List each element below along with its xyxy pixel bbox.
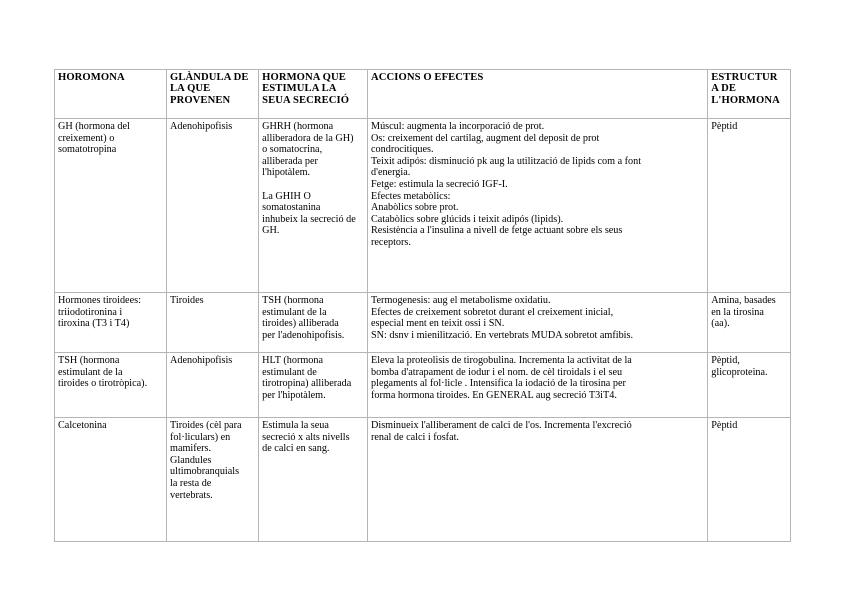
- cell-text-line: secreció x alts nivells: [262, 431, 350, 443]
- cell-text-line: Múscul: augmenta la incorporació de prot.: [371, 121, 545, 132]
- header-stimulus: [259, 70, 368, 119]
- cell-text-line: inhubeix la secreció de: [262, 213, 356, 225]
- cell-text-line: Termogenesis: aug el metabolisme oxidatiu.: [371, 295, 551, 306]
- cell-gland: [167, 293, 259, 353]
- cell-text-line: condrocitiques.: [371, 144, 434, 156]
- cell-text-line: GLÀNDULA DE: [170, 72, 249, 83]
- cell-text-line: HLT (hormona: [262, 355, 323, 366]
- cell-stimulus: [259, 293, 368, 353]
- cell-text-line: tirotropina) alliberada: [262, 378, 352, 390]
- cell-text-line: Adenohipofisis: [170, 355, 233, 366]
- cell-text-line: de calci en sang.: [262, 443, 330, 455]
- cell-structure: [708, 418, 791, 542]
- table-row: [55, 119, 791, 293]
- cell-text-line: Anabòlics sobre prot.: [371, 202, 459, 214]
- cell-text-line: somatotropina: [58, 144, 117, 156]
- cell-effects: [368, 293, 708, 353]
- cell-text-line: Tiroides (cèl para: [170, 420, 242, 431]
- blank-line: [262, 179, 364, 191]
- cell-effects: [368, 353, 708, 418]
- cell-text-line: Os: creixement del cartilag, augment del deposit de prot: [371, 132, 600, 144]
- cell-text-line: alliberada per: [262, 155, 318, 167]
- cell-text-line: bomba d'atrapament de iodur i el nom. de cèl tiroidals i el seu: [371, 366, 623, 378]
- cell-text-line: L'HORMONA: [711, 94, 780, 106]
- cell-text-line: estimulant de la: [262, 306, 327, 318]
- cell-text-line: per l'hipotàlem.: [262, 389, 326, 401]
- cell-effects: [368, 418, 708, 542]
- table-row: [55, 293, 791, 353]
- cell-text-line: especial ment en teixit ossi i SN.: [371, 318, 505, 330]
- cell-text-line: triiodotironina i: [58, 306, 123, 318]
- header-hormone: [55, 70, 167, 119]
- cell-text-line: HOROMONA: [58, 72, 125, 83]
- cell-text-line: la resta de: [170, 477, 212, 489]
- cell-text-line: SEUA SECRECIÓ: [262, 94, 350, 106]
- cell-text-line: estimulant de la: [58, 366, 123, 378]
- cell-text-line: mamifers.: [170, 443, 212, 455]
- header-effects: [368, 70, 708, 119]
- cell-structure: [708, 353, 791, 418]
- table-row: [55, 418, 791, 542]
- cell-text-line: estimulant de: [262, 366, 317, 378]
- cell-text-line: LA QUE: [170, 83, 211, 95]
- cell-text-line: Pèptid: [711, 420, 738, 431]
- cell-text-line: creixement) o: [58, 132, 115, 144]
- cell-text-line: Amina, basades: [711, 295, 776, 306]
- cell-text-line: GH.: [262, 225, 280, 237]
- cell-text-line: HORMONA QUE: [262, 72, 346, 83]
- cell-text-line: ESTRUCTUR: [711, 72, 778, 83]
- cell-text-line: Efectes metabòlics:: [371, 190, 451, 202]
- cell-stimulus: [259, 418, 368, 542]
- cell-text-line: Eleva la proteolisis de tirogobulina. Incrementa la activitat de la: [371, 355, 632, 366]
- cell-text-line: La GHIH O: [262, 190, 311, 202]
- cell-gland: [167, 418, 259, 542]
- cell-text-line: Efectes de creixement sobretot durant el creixement inicial,: [371, 306, 614, 318]
- header-structure: [708, 70, 791, 119]
- cell-text-line: vertebrats.: [170, 489, 213, 501]
- cell-text-line: GH (hormona del: [58, 121, 130, 132]
- cell-text-line: alliberadora de la GH): [262, 132, 354, 144]
- cell-text-line: renal de calci i fosfat.: [371, 431, 459, 443]
- cell-text-line: tiroides o tirotròpica).: [58, 378, 148, 390]
- cell-effects: [368, 119, 708, 293]
- cell-text-line: tiroides) alliberada: [262, 318, 339, 330]
- cell-text-line: Hormones tiroidees:: [58, 295, 141, 306]
- cell-text-line: (aa).: [711, 318, 730, 330]
- cell-text-line: Resistència a l'insulina a nivell de fetge actuant sobre els seus: [371, 225, 623, 237]
- cell-hormone: [55, 418, 167, 542]
- cell-text-line: A DE: [711, 83, 737, 95]
- cell-text-line: tiroxina (T3 i T4): [58, 318, 130, 330]
- cell-text-line: Catabòlics sobre glúcids i teixit adipós (lipids).: [371, 213, 564, 225]
- cell-text-line: GHRH (hormona: [262, 121, 334, 132]
- cell-text-line: TSH (hormona: [262, 295, 324, 306]
- cell-text-line: o somatocrina,: [262, 144, 323, 156]
- cell-text-line: Disminueix l'alliberament de calci de l'os. Incrementa l'excreció: [371, 420, 632, 431]
- cell-text-line: PROVENEN: [170, 94, 231, 106]
- cell-text-line: plegaments al fol·licle . Intensifica la iodació de la tirosina per: [371, 378, 626, 390]
- cell-text-line: Teixit adipós: disminució pk aug la utilització de lipids com a font: [371, 155, 642, 167]
- cell-hormone: [55, 353, 167, 418]
- cell-text-line: Pèptid: [711, 121, 738, 132]
- cell-text-line: en la tirosina: [711, 306, 764, 318]
- cell-text-line: ultimobranquials: [170, 466, 240, 478]
- cell-text-line: ESTIMULA LA: [262, 83, 337, 95]
- cell-text-line: forma hormona tiroides. En GENERAL aug secreció T3iT4.: [371, 389, 617, 401]
- cell-text-line: Tiroides: [170, 295, 204, 306]
- cell-text-line: Adenohipofisis: [170, 121, 233, 132]
- hormones-table: [54, 69, 791, 542]
- cell-stimulus: [259, 353, 368, 418]
- cell-text-line: SN: dsnv i mienilització. En vertebrats MUDA sobretot amfibis.: [371, 329, 634, 341]
- cell-text-line: somatostanina: [262, 202, 321, 214]
- cell-hormone: [55, 293, 167, 353]
- cell-text-line: TSH (hormona: [58, 355, 120, 366]
- cell-text-line: d'energia.: [371, 167, 411, 179]
- header-gland: [167, 70, 259, 119]
- cell-text-line: receptors.: [371, 236, 411, 248]
- cell-text-line: Calcetonina: [58, 420, 107, 431]
- cell-text-line: glicoproteina.: [711, 366, 768, 378]
- cell-text-line: Fetge: estimula la secreció IGF-I.: [371, 178, 508, 190]
- cell-structure: [708, 119, 791, 293]
- cell-text-line: Pèptid,: [711, 355, 740, 366]
- cell-stimulus: [259, 119, 368, 293]
- cell-text-line: Estimula la seua: [262, 420, 329, 431]
- table-header-row: [55, 70, 791, 119]
- cell-text-line: Glandules: [170, 454, 212, 466]
- cell-text-line: fol·liculars) en: [170, 431, 231, 443]
- table-row: [55, 353, 791, 418]
- cell-gland: [167, 119, 259, 293]
- cell-text-line: ACCIONS O EFECTES: [371, 72, 484, 83]
- cell-hormone: [55, 119, 167, 293]
- cell-text-line: l'hipotàlem.: [262, 167, 311, 179]
- cell-structure: [708, 293, 791, 353]
- cell-text-line: per l'adenohipofisis.: [262, 329, 345, 341]
- cell-gland: [167, 353, 259, 418]
